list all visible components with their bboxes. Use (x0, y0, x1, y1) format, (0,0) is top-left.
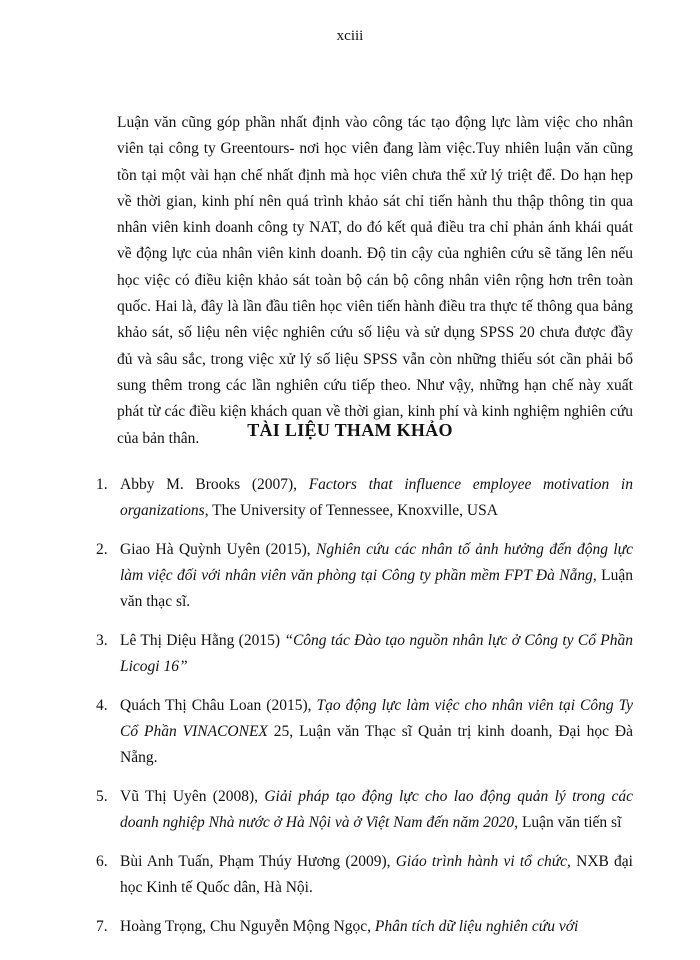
reference-number: 6. (96, 853, 108, 870)
reference-item (96, 849, 633, 901)
reference-number: 4. (96, 697, 108, 714)
reference-authors: Quách Thị Châu Loan (2015), (120, 697, 317, 714)
reference-item (96, 784, 633, 836)
reference-title: Giáo trình hành vi tổ chức, (395, 853, 571, 870)
reference-item (96, 537, 633, 615)
reference-title: Tạo động lực làm việc cho nhân viên tại Công Ty Cổ Phần VINACONEX (120, 697, 634, 740)
reference-publisher: 25, Luận văn Thạc sĩ Quản trị kinh doanh, Đại học Đà Nẵng. (120, 723, 633, 766)
reference-number: 3. (96, 632, 108, 649)
references-list (96, 472, 633, 953)
reference-title: Giải pháp tạo động lực cho lao động quản lý trong các doanh nghiệp Nhà nước ở Hà Nội và ở Việt Nam đến năm 2020 (120, 788, 633, 831)
references-heading: TÀI LIỆU THAM KHẢO (247, 420, 453, 440)
reference-item (96, 472, 633, 524)
reference-item (96, 914, 633, 940)
reference-authors: Hoàng Trọng, Chu Nguyễn Mộng Ngọc, (120, 918, 375, 935)
reference-title: Factors that influence employee motivation in organizations (120, 476, 633, 519)
reference-item (96, 693, 633, 771)
reference-publisher: NXB đại học Kinh tế Quốc dân, Hà Nội. (120, 853, 633, 896)
reference-title: Nghiên cứu các nhân tố ảnh hưởng đến động lực làm việc đối với nhân viên văn phòng tại Công ty phần mềm FPT Đà Nẵng (120, 541, 633, 584)
reference-item (96, 628, 633, 680)
reference-number: 2. (96, 541, 108, 558)
page-number: xciii (336, 28, 364, 44)
reference-number: 7. (96, 918, 108, 935)
reference-authors: Lê Thị Diệu Hằng (2015) (120, 632, 285, 649)
reference-publisher: , The University of Tennessee, Knoxville, USA (204, 502, 498, 519)
reference-number: 1. (96, 476, 108, 493)
reference-authors: Vũ Thị Uyên (2008), (120, 788, 265, 805)
reference-authors: Giao Hà Quỳnh Uyên (2015), (120, 541, 317, 558)
reference-publisher: , Luận văn tiến sĩ (514, 814, 622, 831)
reference-publisher: , Luận văn thạc sĩ. (120, 567, 633, 610)
reference-number: 5. (96, 788, 108, 805)
reference-title: Phân tích dữ liệu nghiên cứu với (374, 918, 579, 935)
body-paragraph: Luận văn cũng góp phần nhất định vào công tác tạo động lực làm việc cho nhân viên tại công ty Greentours- nơi học viên đang làm việc.Tuy nhiên luận văn cũng tồn tại một vài hạn chế nhất định mà học viên chưa thể xử lý triệt để. Do hạn hẹp về thời gian, kinh phí nên quá trình khảo sát chỉ tiến hành thu thập thông tin qua nhân viên kinh doanh công ty NAT, do đó kết quả điều tra chỉ phản ánh khái quát về động lực của nhân viên kinh doanh. Độ tin cậy của nghiên cứu sẽ tăng lên nếu học việc có điều kiện khảo sát toàn bộ cán bộ công nhân viên rộng hơn trên toàn quốc. Hai là, đây là lần đầu tiên học viên tiến hành điều tra thực tế thông qua bảng khảo sát, số liệu nên việc nghiên cứu số liệu và sử dụng SPSS 20 chưa được đầy đủ và sâu sắc, trong việc xử lý số liệu SPSS vẫn còn những thiếu sót cần phải bổ sung thêm trong các lần nghiên cứu tiếp theo. Như vậy, những hạn chế này xuất phát từ các điều kiện khách quan về thời gian, kinh phí và kinh nghiệm nghiên cứu của bản thân. (117, 114, 633, 447)
reference-authors: Abby M. Brooks (2007), (120, 476, 309, 493)
reference-title: “Công tác Đào tạo nguồn nhân lực ở Công ty Cổ Phần Licogi 16” (120, 632, 634, 675)
reference-authors: Bùi Anh Tuấn, Phạm Thúy Hương (2009), (120, 853, 396, 870)
